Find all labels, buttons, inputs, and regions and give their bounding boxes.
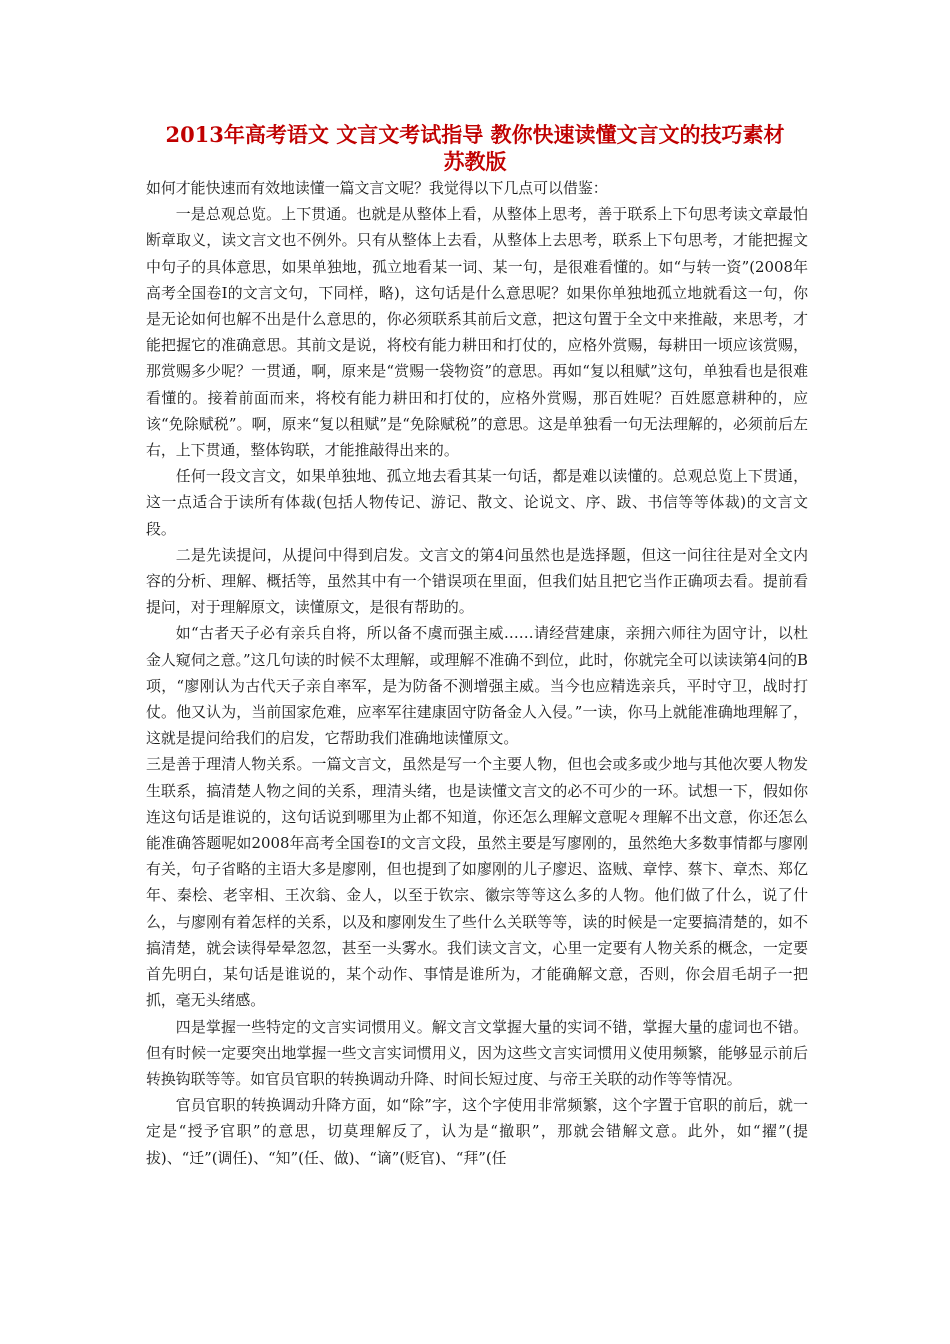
title-line-1: 2013年高考语文 文言文考试指导 教你快速读懂文言文的技巧素材 <box>165 122 785 147</box>
paragraph: 四是掌握一些特定的文言实词惯用义。解文言文掌握大量的实词不错，掌握大量的虚词也不错。但有时候一定要突出地掌握一些文言实词惯用义，因为这些文言实词惯用义使用频繁，能够显示前后转换钩联等等。如官员官职的转换调动升降、时间长短过度、与帝王关联的动作等等情况。 <box>146 1017 808 1088</box>
paragraph: 如“古者天子必有亲兵自将，所以备不虞而强主威……请经营建康，亲拥六师往为固守计，以杜金人窥伺之意。”这几句读的时候不太理解，或理解不准确不到位，此时，你就完全可以读读第4问的B项，“廖刚认为古代天子亲自率军，是为防备不测增强主威。当今也应精选亲兵，平时守卫，战时打仗。他又认为，当前国家危难，应率军往建康固守防备金人入侵。”一读，你马上就能准确地理解了，这就是提问给我们的启发，它帮助我们准确地读懂原文。 <box>146 624 808 748</box>
document-title <box>140 121 810 175</box>
paragraph: 三是善于理清人物关系。一篇文言文，虽然是写一个主要人物，但也会或多或少地与其他次要人物发生联系，搞清楚人物之间的关系，理清头绪，也是读懂文言文的必不可少的一环。试想一下，假如你连这句话是谁说的，这句话说到哪里为止都不知道，你还怎么理解文意呢々理解不出文意，你还怎么能准确答题呢如2008年高考全国卷Ⅰ的文言文段，虽然主要是写廖刚的，虽然绝大多数事情都与廖刚有关，句子省略的主语大多是廖刚，但也提到了如廖刚的儿子廖迟、盗贼、章悖、蔡卞、章杰、郑亿年、秦桧、老宰相、王次翁、金人，以至于钦宗、徽宗等等这么多的人物。他们做了什么，说了什么，与廖刚有着怎样的关系，以及和廖刚发生了些什么关联等等，读的时候是一定要搞清楚的，如不搞清楚，就会读得晕晕忽忽，甚至一头雾水。我们读文言文，心里一定要有人物关系的概念，一定要首先明白，某句话是谁说的，某个动作、事情是谁所为，才能确解文意，否则，你会眉毛胡子一把抓，毫无头绪感。 <box>146 755 808 1010</box>
title-line-2: 苏教版 <box>443 149 507 174</box>
document-body <box>146 175 808 1171</box>
paragraph: 官员官职的转换调动升降方面，如“除”字，这个字使用非常频繁，这个字置于官职的前后，就一定是“授予官职”的意思，切莫理解反了，认为是“撤职”，那就会错解文意。此外，如“擢”(提拔)、“迁”(调任)、“知”(任、做)、“谪”(贬官)、“拜”(任 <box>146 1096 808 1167</box>
paragraph: 任何一段文言文，如果单独地、孤立地去看其某一句话，都是难以读懂的。总观总览上下贯通，这一点适合于读所有体裁(包括人物传记、游记、散文、论说文、序、跋、书信等等体裁)的文言文段。 <box>146 467 808 538</box>
paragraph: 一是总观总览。上下贯通。也就是从整体上看，从整体上思考，善于联系上下句思考读文章最怕断章取义，读文言文也不例外。只有从整体上去看，从整体上去思考，联系上下句思考，才能把握文中句子的具体意思，如果单独地，孤立地看某一词、某一句，是很难看懂的。如“与转一资”(2008年高考全国卷Ⅰ的文言文句，下同样，略)，这句话是什么意思呢？如果你单独地孤立地就看这一句，你是无论如何也解不出是什么意思的，你必须联系其前后文意，把这句置于全文中来推敲，来思考，才能把握它的准确意思。其前文是说，将校有能力耕田和打仗的，应格外赏赐，每耕田一顷应该赏赐，那赏赐多少呢？一贯通，啊，原来是“赏赐一袋物资”的意思。再如“复以租赋”这句，单独看也是很难看懂的。接着前面而来，将校有能力耕田和打仗的，应格外赏赐，那百姓呢？百姓愿意耕种的，应该“免除赋税”。啊，原来“复以租赋”是“免除赋税”的意思。这是单独看一句无法理解的，必须前后左右，上下贯通，整体钩联，才能推敲得出来的。 <box>146 205 808 460</box>
paragraph: 二是先读提问，从提问中得到启发。文言文的第4问虽然也是选择题，但这一问往往是对全文内容的分析、理解、概括等，虽然其中有一个错误项在里面，但我们姑且把它当作正确项去看。提前看提问，对于理解原文，读懂原文，是很有帮助的。 <box>146 545 808 617</box>
paragraph-intro: 如何才能快速而有效地读懂一篇文言文呢？我觉得以下几点可以借鉴： <box>146 179 608 197</box>
